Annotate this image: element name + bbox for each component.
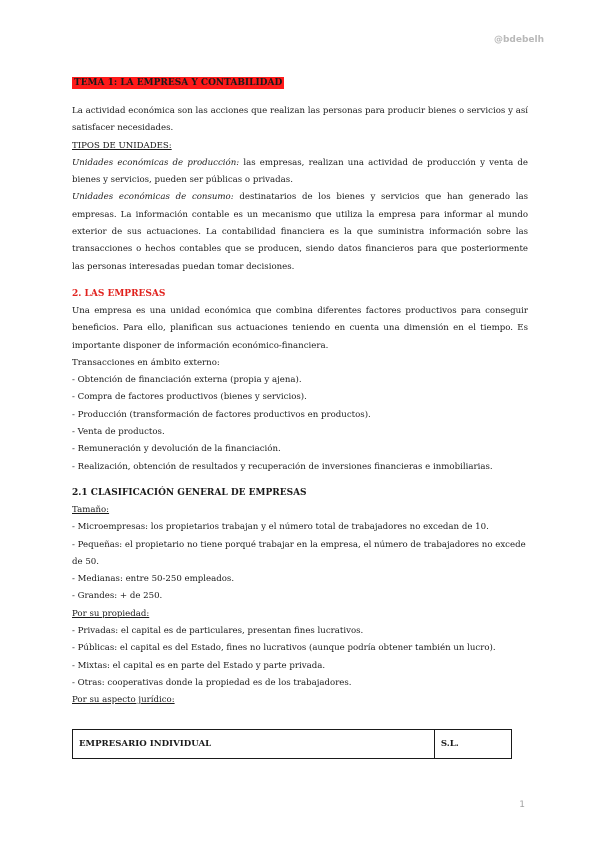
table-cell-sl: S.L. <box>434 730 511 759</box>
size-heading: Tamaño: <box>72 504 110 515</box>
list-item: - Mixtas: el capital es en parte del Estado y parte privada. <box>72 660 326 671</box>
section-2-paragraph: Una empresa es una unidad económica que combina diferentes factores productivos para conseguir beneficios. Para ello, planifican sus actuaciones teniendo en cuenta una dimensión en el tiempo. Es importante disponer de información económico-financiera. <box>72 305 528 351</box>
section-2-title: 2. LAS EMPRESAS <box>72 288 166 299</box>
production-text: las empresas, realizan una actividad de producción y venta de bienes y servicios, pueden ser públicas o privadas. <box>72 157 528 186</box>
transactions-list <box>72 372 528 476</box>
list-item: - Remuneración y devolución de la financiación. <box>72 444 281 455</box>
consumption-text: destinatarios de los bienes y servicios que han generado las empresas. La información contable es un mecanismo que utiliza la empresa para informar al mundo exterior de sus actuaciones. La contabilidad financiera es la que suministra información sobre las transacciones o hechos contables que se producen, siendo datos financieros para que posteriormente las personas interesadas puedan tomar decisiones. <box>72 192 529 272</box>
production-label: Unidades económicas de producción: <box>72 157 240 168</box>
list-item: - Medianas: entre 50-250 empleados. <box>72 574 235 585</box>
ownership-heading: Por su propiedad: <box>72 608 150 619</box>
transactions-heading: Transacciones en ámbito externo: <box>72 357 220 368</box>
types-heading: TIPOS DE UNIDADES: <box>72 140 172 151</box>
ownership-list <box>72 623 528 692</box>
document-title: TEMA 1: LA EMPRESA Y CONTABILIDAD <box>74 78 283 88</box>
list-item: - Compra de factores productivos (bienes y servicios). <box>72 392 307 403</box>
size-list <box>72 519 528 605</box>
legal-heading: Por su aspecto jurídico: <box>72 695 175 706</box>
list-item: - Microempresas: los propietarios trabajan y el número total de trabajadores no excedan de 10. <box>72 522 489 533</box>
watermark: @bdebelh <box>493 35 544 45</box>
table-cell-individual: EMPRESARIO INDIVIDUAL <box>73 730 435 759</box>
legal-form-table <box>72 729 512 759</box>
page-number: 1 <box>519 800 525 810</box>
document-body <box>72 70 528 710</box>
list-item: - Públicas: el capital es del Estado, fines no lucrativos (aunque podría obtener también un lucro). <box>72 643 496 654</box>
list-item: - Otras: cooperativas donde la propiedad es de los trabajadores. <box>72 677 352 688</box>
list-item: - Producción (transformación de factores productivos en productos). <box>72 409 371 420</box>
consumption-paragraph <box>72 189 528 275</box>
list-item: - Venta de productos. <box>72 427 165 438</box>
list-item: - Grandes: + de 250. <box>72 591 163 602</box>
intro-paragraph: La actividad económica son las acciones que realizan las personas para producir bienes o servicios y así satisfacer necesidades. <box>72 106 528 134</box>
consumption-label: Unidades económicas de consumo: <box>72 192 234 203</box>
list-item: - Privadas: el capital es de particulares, presentan fines lucrativos. <box>72 626 364 637</box>
table-row <box>73 730 512 759</box>
list-item: - Realización, obtención de resultados y recuperación de inversiones financieras e inmobiliarias. <box>72 461 493 472</box>
production-paragraph <box>72 155 528 190</box>
section-2-1-title: 2.1 CLASIFICACIÓN GENERAL DE EMPRESAS <box>72 487 307 498</box>
list-item: - Pequeñas: el propietario no tiene porqué trabajar en la empresa, el número de trabajadores no excede de 50. <box>72 539 526 567</box>
list-item: - Obtención de financiación externa (propia y ajena). <box>72 375 302 386</box>
